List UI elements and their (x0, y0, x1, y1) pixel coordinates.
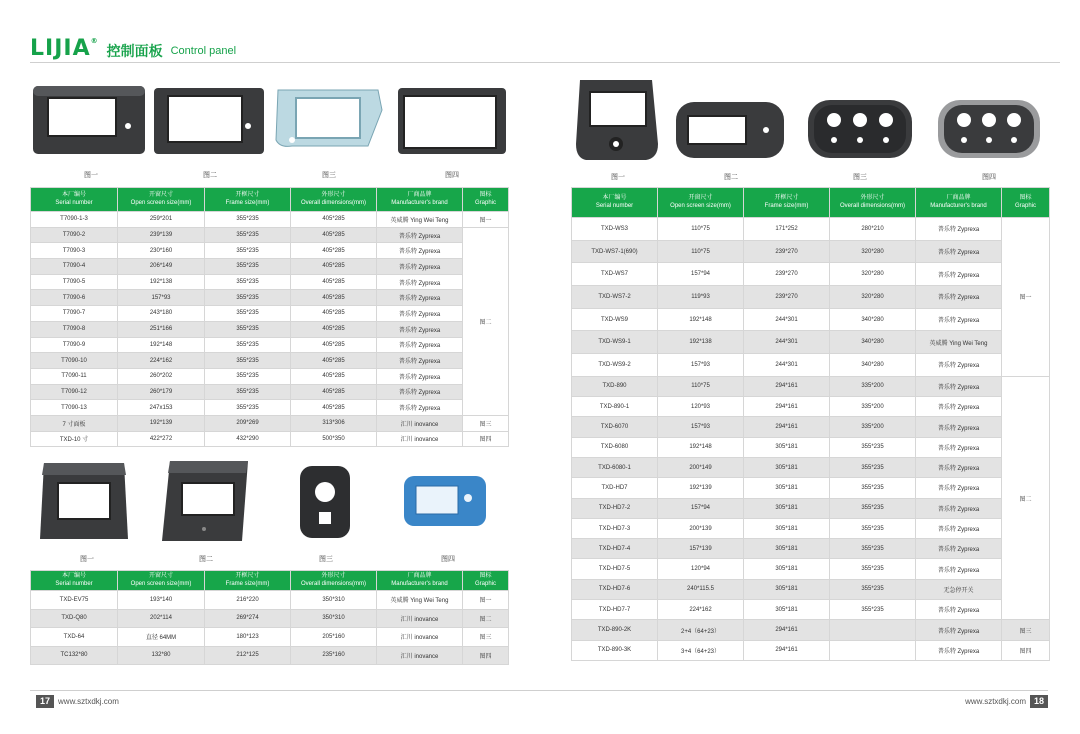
product-image-panel-2 (150, 80, 268, 160)
page-header (30, 30, 236, 60)
product-image-panel-4 (394, 82, 510, 160)
caption-fig-2: 图二 (724, 174, 738, 181)
graphic-cell: 图一 (463, 212, 509, 228)
footer-right (965, 695, 1048, 708)
table-row: T7090-5 192*138 355*235 405*285 普乐特 Zyprexa (31, 274, 509, 290)
table-row: TXD-HD7-4 157*139 305*181 355*235 普乐特 Zyprexa (572, 539, 1050, 559)
col-graphic: 图标 Graphic (463, 571, 509, 591)
col-overall: 外形尺寸 Overall dimensions(mm) (830, 188, 916, 218)
table-row: TXD-HD7-3 200*139 305*181 355*235 普乐特 Zyprexa (572, 518, 1050, 538)
caption-fig-4: 图四 (445, 172, 459, 179)
table-row: TXD-WS9-1 192*138 244*301 340*280 英威腾 Ying Wei Teng (572, 331, 1050, 354)
caption-fig-3: 图三 (853, 174, 867, 181)
table-row: TXD-890 110*75 294*161 335*200 普乐特 Zyprexa 图二 (572, 376, 1050, 396)
caption-fig-1: 图一 (80, 556, 94, 563)
table-row: T7090-13 247x153 355*235 405*285 普乐特 Zyprexa (31, 400, 509, 416)
table-row: TXD-WS7-1(690) 110*75 239*270 320*280 普乐特 Zyprexa (572, 240, 1050, 263)
table-row: TC132*80 132*80 212*125 235*160 汇川 inovance 图四 (31, 646, 509, 665)
table-row: T7090-2 239*139 355*235 405*285 普乐特 Zyprexa 图二 (31, 227, 509, 243)
col-open-size: 开窗尺寸 Open screen size(mm) (118, 571, 205, 591)
table-row: TXD-6080-1 200*149 305*181 355*235 普乐特 Zyprexa (572, 458, 1050, 478)
product-image-panel-9 (572, 74, 664, 166)
table-row: TXD-890-1 120*93 294*161 335*200 普乐特 Zyprexa (572, 397, 1050, 417)
brand-logo: LIJIA® (30, 36, 99, 61)
col-frame-size: 开框尺寸 Frame size(mm) (744, 188, 830, 218)
product-image-panel-6 (156, 455, 254, 547)
table-row: T7090-6 157*93 355*235 405*285 普乐特 Zyprexa (31, 290, 509, 306)
table-row: TXD-10 寸 422*272 432*290 500*350 汇川 inovance 图四 (31, 431, 509, 447)
table-row: TXD-EV75 193*140 216*220 350*310 英威腾 Ying Wei Teng 图一 (31, 591, 509, 610)
col-serial: 本厂编号 Serial number (572, 188, 658, 218)
col-frame-size: 开框尺寸 Frame size(mm) (205, 188, 291, 212)
table-row: T7090-8 251*166 355*235 405*285 普乐特 Zyprexa (31, 321, 509, 337)
table-row: T7090-12 260*179 355*235 405*285 普乐特 Zyprexa (31, 384, 509, 400)
caption-fig-4: 图四 (982, 174, 996, 181)
caption-fig-4: 图四 (441, 556, 455, 563)
caption-fig-2: 图二 (199, 556, 213, 563)
product-image-panel-7 (296, 462, 354, 542)
table-row: TXD-WS9-2 157*93 244*301 340*280 普乐特 Zyprexa (572, 354, 1050, 377)
graphic-cell: 图三 (463, 415, 509, 431)
table-row: TXD-6070 157*93 294*161 335*200 普乐特 Zyprexa (572, 417, 1050, 437)
col-graphic: 图标 Graphic (463, 188, 509, 212)
caption-fig-1: 图一 (611, 174, 625, 181)
table-row: 7 寸面板 192*139 209*269 313*306 汇川 inovance 图三 (31, 415, 509, 431)
product-image-panel-5 (34, 455, 132, 547)
graphic-cell: 图四 (463, 431, 509, 447)
table-header-row (31, 188, 509, 212)
product-image-panel-11 (804, 96, 916, 162)
table-row: T7090-10 224*162 355*235 405*285 普乐特 Zyprexa (31, 353, 509, 369)
table-row: T7090-3 230*160 355*235 405*285 普乐特 Zyprexa (31, 243, 509, 259)
spec-table-2 (30, 570, 509, 665)
product-image-panel-12 (934, 96, 1044, 162)
graphic-cell: 图三 (1002, 620, 1050, 640)
col-overall: 外形尺寸 Overall dimensions(mm) (291, 188, 377, 212)
spec-table-1 (30, 187, 509, 447)
table-row: TXD-890-3K 3+4（64+23） 294*161 普乐特 Zyprexa 图四 (572, 640, 1050, 660)
product-image-panel-10 (672, 96, 788, 162)
table-header-row (572, 188, 1050, 218)
table-row: TXD-WS3 110*75 171*252 280*210 普乐特 Zyprexa 图一 (572, 218, 1050, 241)
footer-url[interactable]: www.sztxdkj.com (58, 697, 119, 706)
table-row: TXD-HD7-2 157*94 305*181 355*235 普乐特 Zyprexa (572, 498, 1050, 518)
table-row: T7090-7 243*180 355*235 405*285 普乐特 Zyprexa (31, 306, 509, 322)
footer-divider (30, 690, 1048, 691)
col-open-size: 开窗尺寸 Open screen size(mm) (658, 188, 744, 218)
table-row: TXD-WS9 192*148 244*301 340*280 普乐特 Zyprexa (572, 308, 1050, 331)
col-serial: 本厂编号 Serial number (31, 571, 118, 591)
col-brand: 厂商品牌 Manufacturer's brand (916, 188, 1002, 218)
section-title-cn: 控制面板 (106, 43, 163, 59)
table-row: TXD-890-2K 2+4（64+23） 294*161 普乐特 Zyprexa 图三 (572, 620, 1050, 640)
table-header-row (31, 571, 509, 591)
footer-url[interactable]: www.sztxdkj.com (965, 697, 1026, 706)
col-overall: 外形尺寸 Overall dimensions(mm) (291, 571, 377, 591)
col-brand: 厂商品牌 Manufacturer's brand (377, 188, 463, 212)
page-number: 18 (1030, 695, 1048, 708)
product-image-panel-3 (270, 80, 386, 160)
page-number: 17 (36, 695, 54, 708)
caption-fig-3: 图三 (322, 172, 336, 179)
table-row: T7090-1-3 259*201 355*235 405*285 英威腾 Ying Wei Teng 图一 (31, 212, 509, 228)
col-open-size: 开窗尺寸 Open screen size(mm) (118, 188, 205, 212)
header-divider (30, 62, 1060, 63)
table-row: T7090-9 192*148 355*235 405*285 普乐特 Zyprexa (31, 337, 509, 353)
col-frame-size: 开框尺寸 Frame size(mm) (205, 571, 291, 591)
product-image-panel-8 (402, 472, 488, 530)
spec-table-3 (571, 187, 1050, 661)
graphic-cell: 图二 (1002, 376, 1050, 620)
footer-left (36, 695, 119, 708)
table-row: TXD-WS7-2 119*93 239*270 320*280 普乐特 Zyprexa (572, 286, 1050, 309)
col-serial: 本厂编号 Serial number (31, 188, 118, 212)
caption-fig-3: 图三 (319, 556, 333, 563)
caption-fig-1: 图一 (84, 172, 98, 179)
graphic-cell: 图一 (1002, 218, 1050, 377)
section-title-en: Control panel (170, 45, 237, 57)
table-row: TXD-HD7-6 240*115.5 305*181 355*235 无急停开关 (572, 579, 1050, 599)
table-row: TXD-6080 192*148 305*181 355*235 普乐特 Zyprexa (572, 437, 1050, 457)
product-image-panel-1 (30, 80, 148, 160)
table-row: T7090-11 260*202 355*235 405*285 普乐特 Zyprexa (31, 368, 509, 384)
graphic-cell: 图四 (1002, 640, 1050, 660)
table-row: TXD-HD7 192*139 305*181 355*235 普乐特 Zyprexa (572, 478, 1050, 498)
table-row: TXD-WS7 157*94 239*270 320*280 普乐特 Zyprexa (572, 263, 1050, 286)
table-row: T7090-4 206*149 355*235 405*285 普乐特 Zyprexa (31, 259, 509, 275)
caption-fig-2: 图二 (203, 172, 217, 179)
table-row: TXD-64 直径 64MM 180*123 205*160 汇川 inovance 图三 (31, 628, 509, 647)
table-row: TXD-Q80 202*114 269*274 350*310 汇川 inovance 图二 (31, 609, 509, 628)
col-graphic: 图标 Graphic (1002, 188, 1050, 218)
table-row: TXD-HD7-7 224*162 305*181 355*235 普乐特 Zyprexa (572, 600, 1050, 620)
col-brand: 厂商品牌 Manufacturer's brand (377, 571, 463, 591)
graphic-cell: 图二 (463, 227, 509, 415)
table-row: TXD-HD7-5 120*94 305*181 355*235 普乐特 Zyprexa (572, 559, 1050, 579)
